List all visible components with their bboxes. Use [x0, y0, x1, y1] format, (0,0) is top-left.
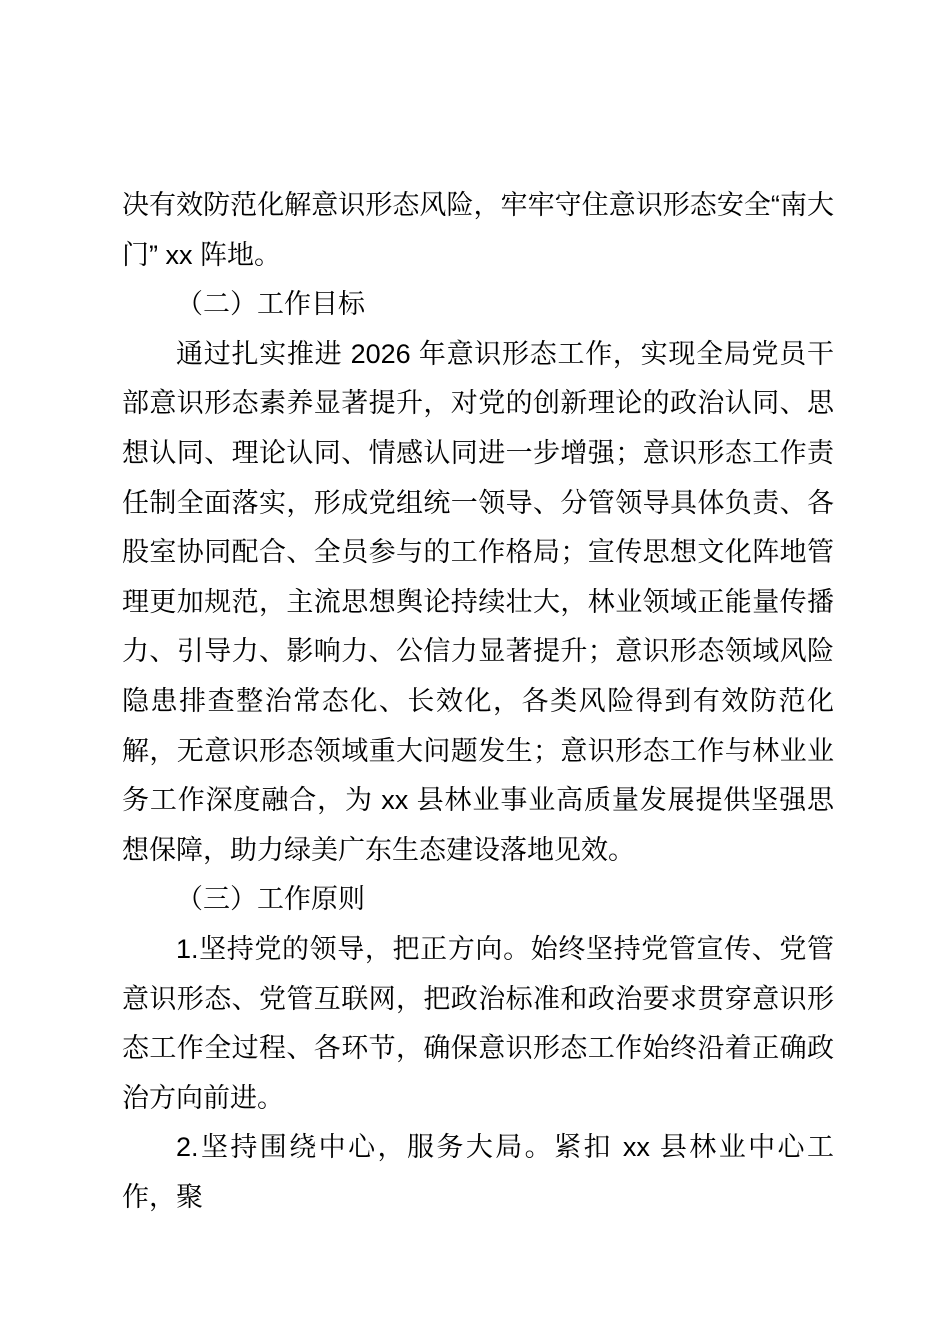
document-body [122, 181, 834, 1222]
para-principle-2: 2.坚持围绕中心，服务大局。紧扣 xx 县林业中心工作，聚 [122, 1132, 834, 1212]
heading-work-goals: （二）工作目标 [176, 289, 365, 320]
heading-work-principles: （三）工作原则 [176, 884, 365, 915]
para-continuation: 决有效防范化解意识形态风险，牢牢守住意识形态安全“南大门” xx 阵地。 [122, 190, 834, 270]
para-principle-1: 1.坚持党的领导，把正方向。始终坚持党管宣传、党管意识形态、党管互联网，把政治标准和政治要求贯穿意识形态工作全过程、各环节，确保意识形态工作始终沿着正确政治方向前进。 [122, 933, 834, 1113]
para-work-goals: 通过扎实推进 2026 年意识形态工作，实现全局党员干部意识形态素养显著提升，对党的创新理论的政治认同、思想认同、理论认同、情感认同进一步增强；意识形态工作责任制全面落实，形成党组统一领导、分管领导具体负责、各股室协同配合、全员参与的工作格局；宣传思想文化阵地管理更加规范，主流思想舆论持续壮大，林业领域正能量传播力、引导力、影响力、公信力显著提升；意识形态领域风险隐患排查整治常态化、长效化，各类风险得到有效防范化解，无意识形态领域重大问题发生；意识形态工作与林业业务工作深度融合，为 xx 县林业事业高质量发展提供坚强思想保障，助力绿美广东生态建设落地见效。 [122, 338, 834, 865]
